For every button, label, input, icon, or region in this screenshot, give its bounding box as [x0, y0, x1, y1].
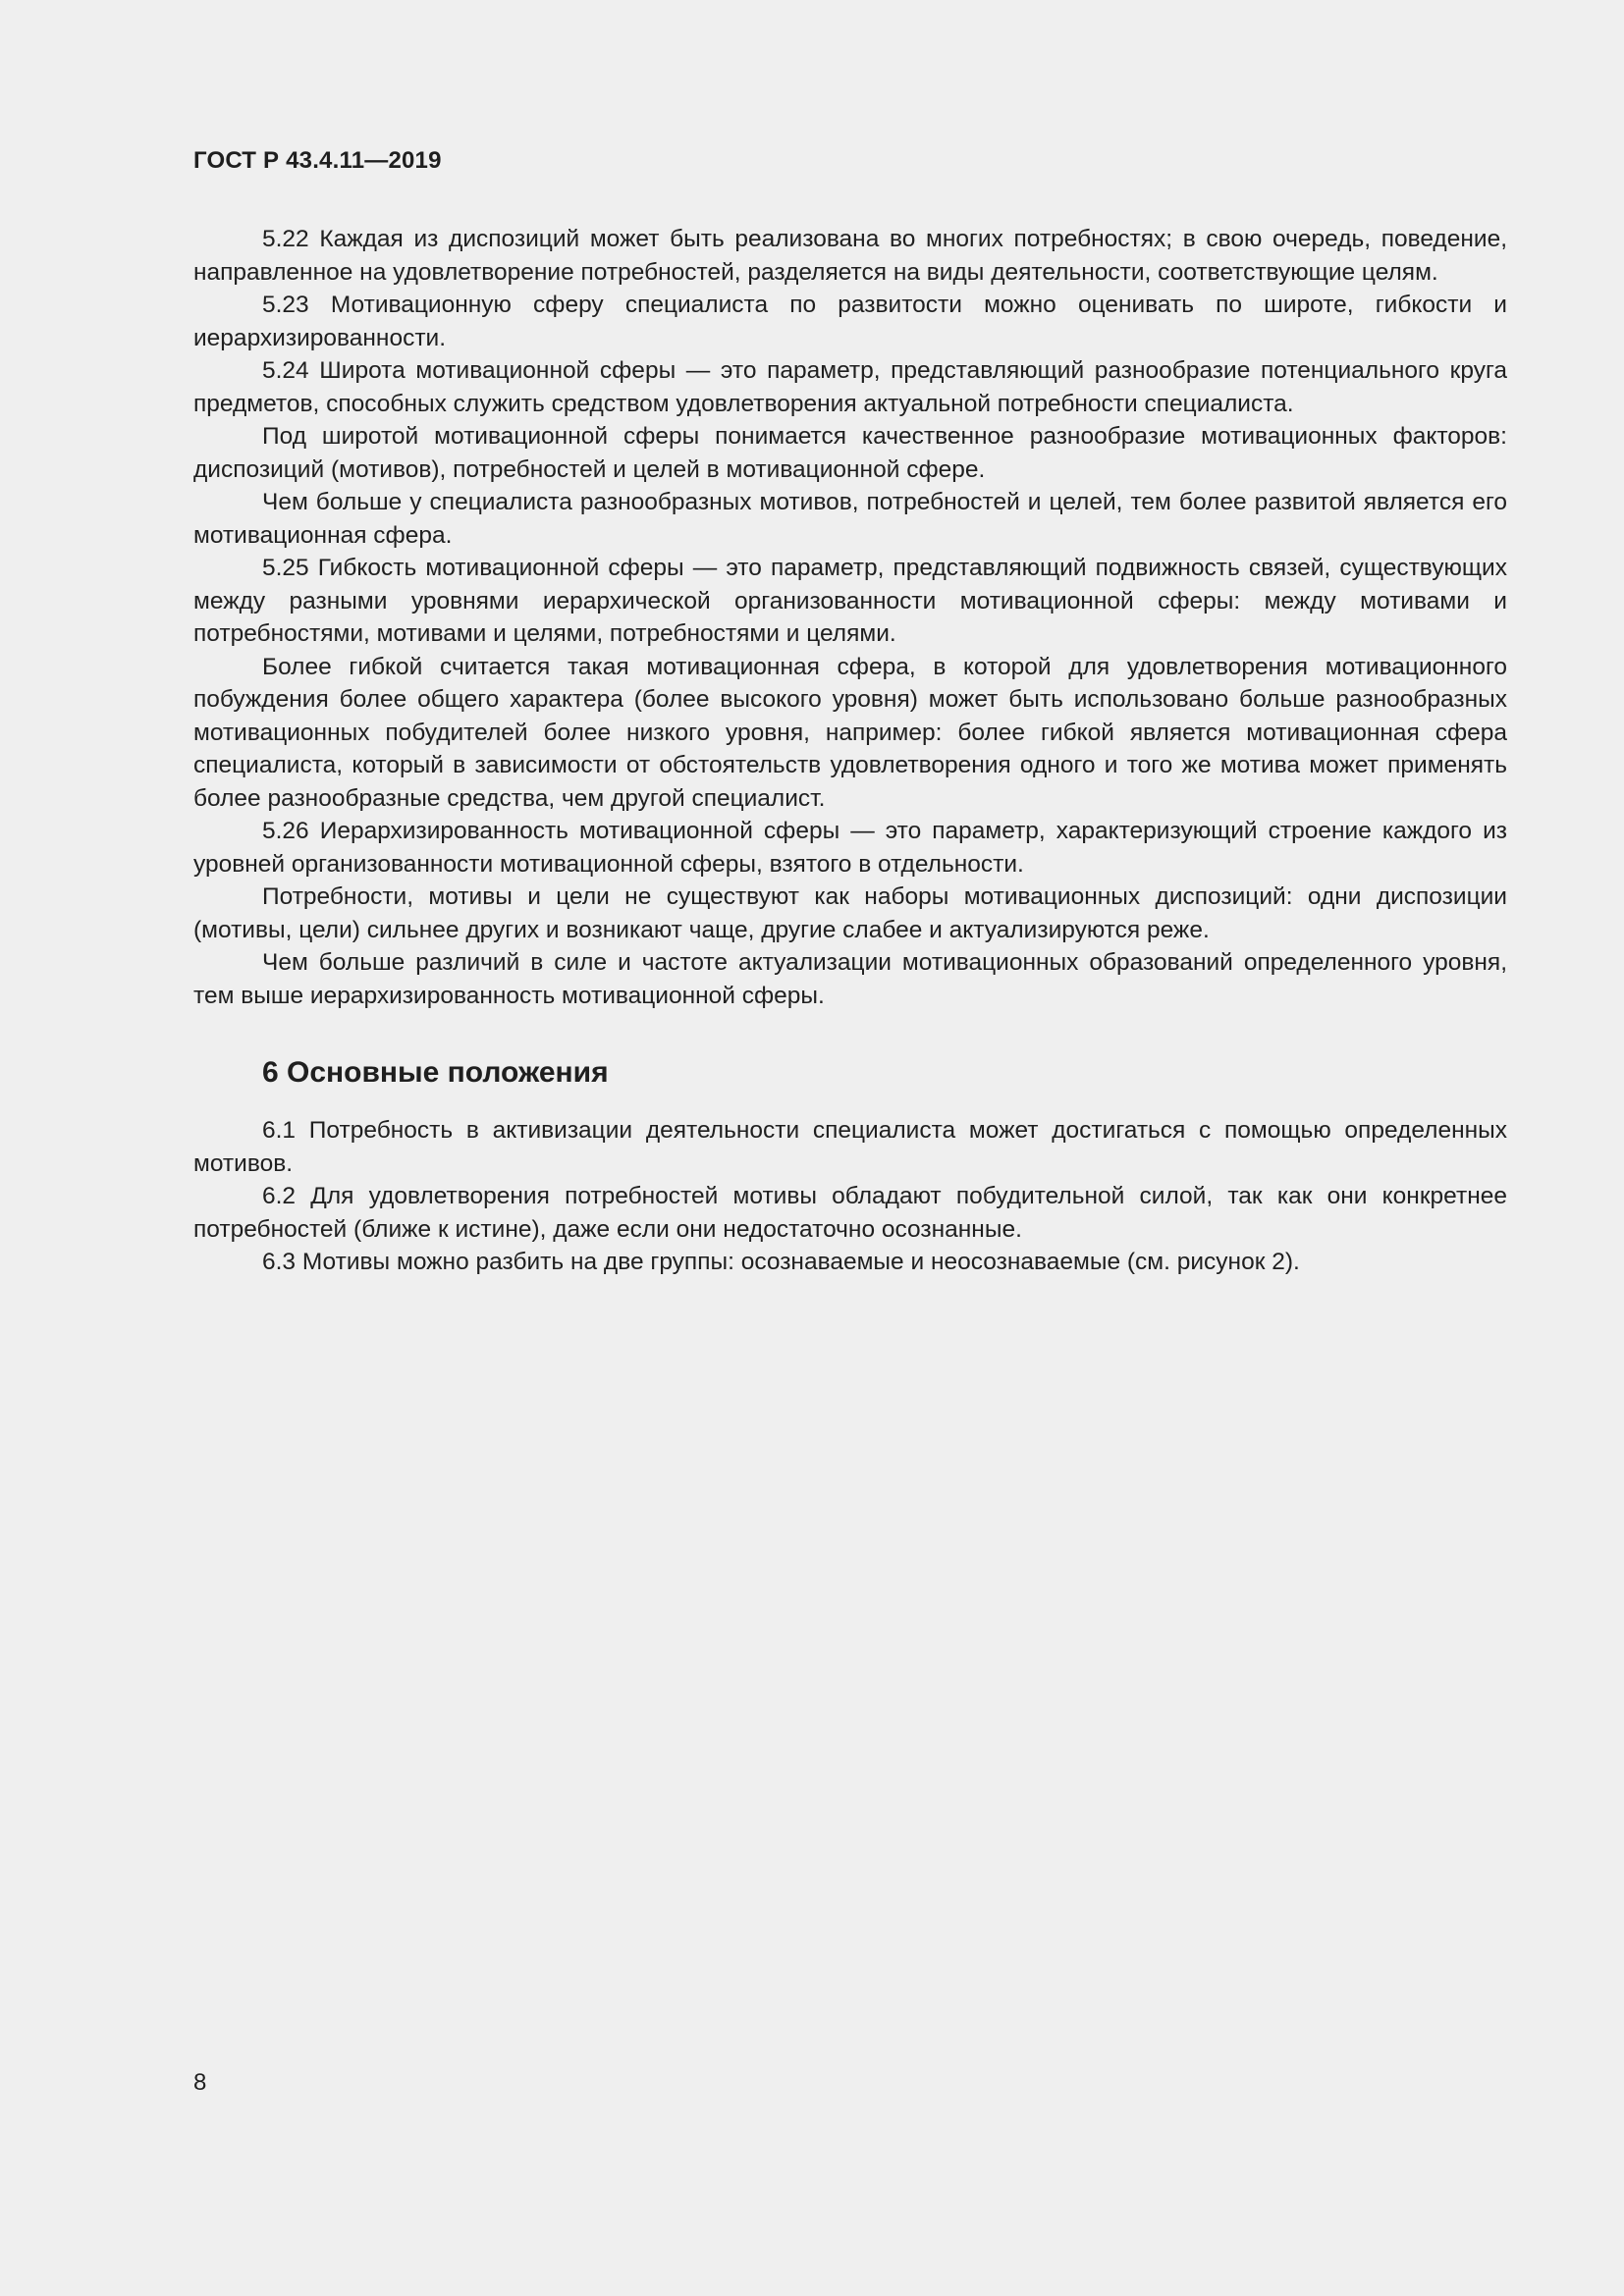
paragraph: Более гибкой считается такая мотивационная сфера, в которой для удовлетворения мотивационного побуждения более общего характера (более высокого уровня) может быть использовано больше разнообразных мотивационных побудителей более низкого уровня, например: более гибкой является мотивационная сфера специалиста, который в зависимости от обстоятельств удовлетворения одного и того же мотива может применять более разнообразные средства, чем другой специалист. — [193, 653, 1507, 812]
paragraph: Потребности, мотивы и цели не существуют как наборы мотивационных диспозиций: одни диспозиции (мотивы, цели) сильнее других и возникают чаще, другие слабее и актуализируются реже. — [193, 883, 1507, 943]
paragraph: Чем больше различий в силе и частоте актуализации мотивационных образований определенного уровня, тем выше иерархизированность мотивационной сферы. — [193, 949, 1507, 1009]
paragraph: 5.24 Широта мотивационной сферы — это параметр, представляющий разнообразие потенциального круга предметов, способных служить средством удовлетворения актуальной потребности специалиста. — [193, 357, 1507, 417]
paragraph: Чем больше у специалиста разнообразных мотивов, потребностей и целей, тем более развитой является его мотивационная сфера. — [193, 489, 1507, 549]
paragraph: 5.25 Гибкость мотивационной сферы — это параметр, представляющий подвижность связей, существующих между разными уровнями иерархической организованности мотивационной сферы: между мотивами и потребностями, мотивами и целями, потребностями и целями. — [193, 555, 1507, 647]
paragraph: 5.26 Иерархизированность мотивационной сферы — это параметр, характеризующий строение каждого из уровней организованности мотивационной сферы, взятого в отдельности. — [193, 818, 1507, 878]
document-header: ГОСТ Р 43.4.11—2019 — [193, 147, 442, 174]
paragraph: 6.3 Мотивы можно разбить на две группы: осознаваемые и неосознаваемые (см. рисунок 2). — [262, 1249, 1300, 1275]
page-number: 8 — [193, 2069, 207, 2096]
paragraph: 5.22 Каждая из диспозиций может быть реализована во многих потребностях; в свою очередь, поведение, направленное на удовлетворение потребностей, разделяется на виды деятельности, соответствующие целям. — [193, 226, 1507, 286]
paragraph: 6.2 Для удовлетворения потребностей мотивы обладают побудительной силой, так как они конкретнее потребностей (ближе к истине), даже если они недостаточно осознанные. — [193, 1183, 1507, 1243]
section-heading: 6 Основные положения — [262, 1056, 609, 1089]
paragraph: Под широтой мотивационной сферы понимается качественное разнообразие мотивационных факторов: диспозиций (мотивов), потребностей и целей в мотивационной сфере. — [193, 423, 1507, 483]
paragraph: 5.23 Мотивационную сферу специалиста по развитости можно оценивать по широте, гибкости и иерархизированности. — [193, 292, 1507, 351]
document-body — [193, 223, 1507, 1279]
paragraph: 6.1 Потребность в активизации деятельности специалиста может достигаться с помощью определенных мотивов. — [193, 1117, 1507, 1177]
